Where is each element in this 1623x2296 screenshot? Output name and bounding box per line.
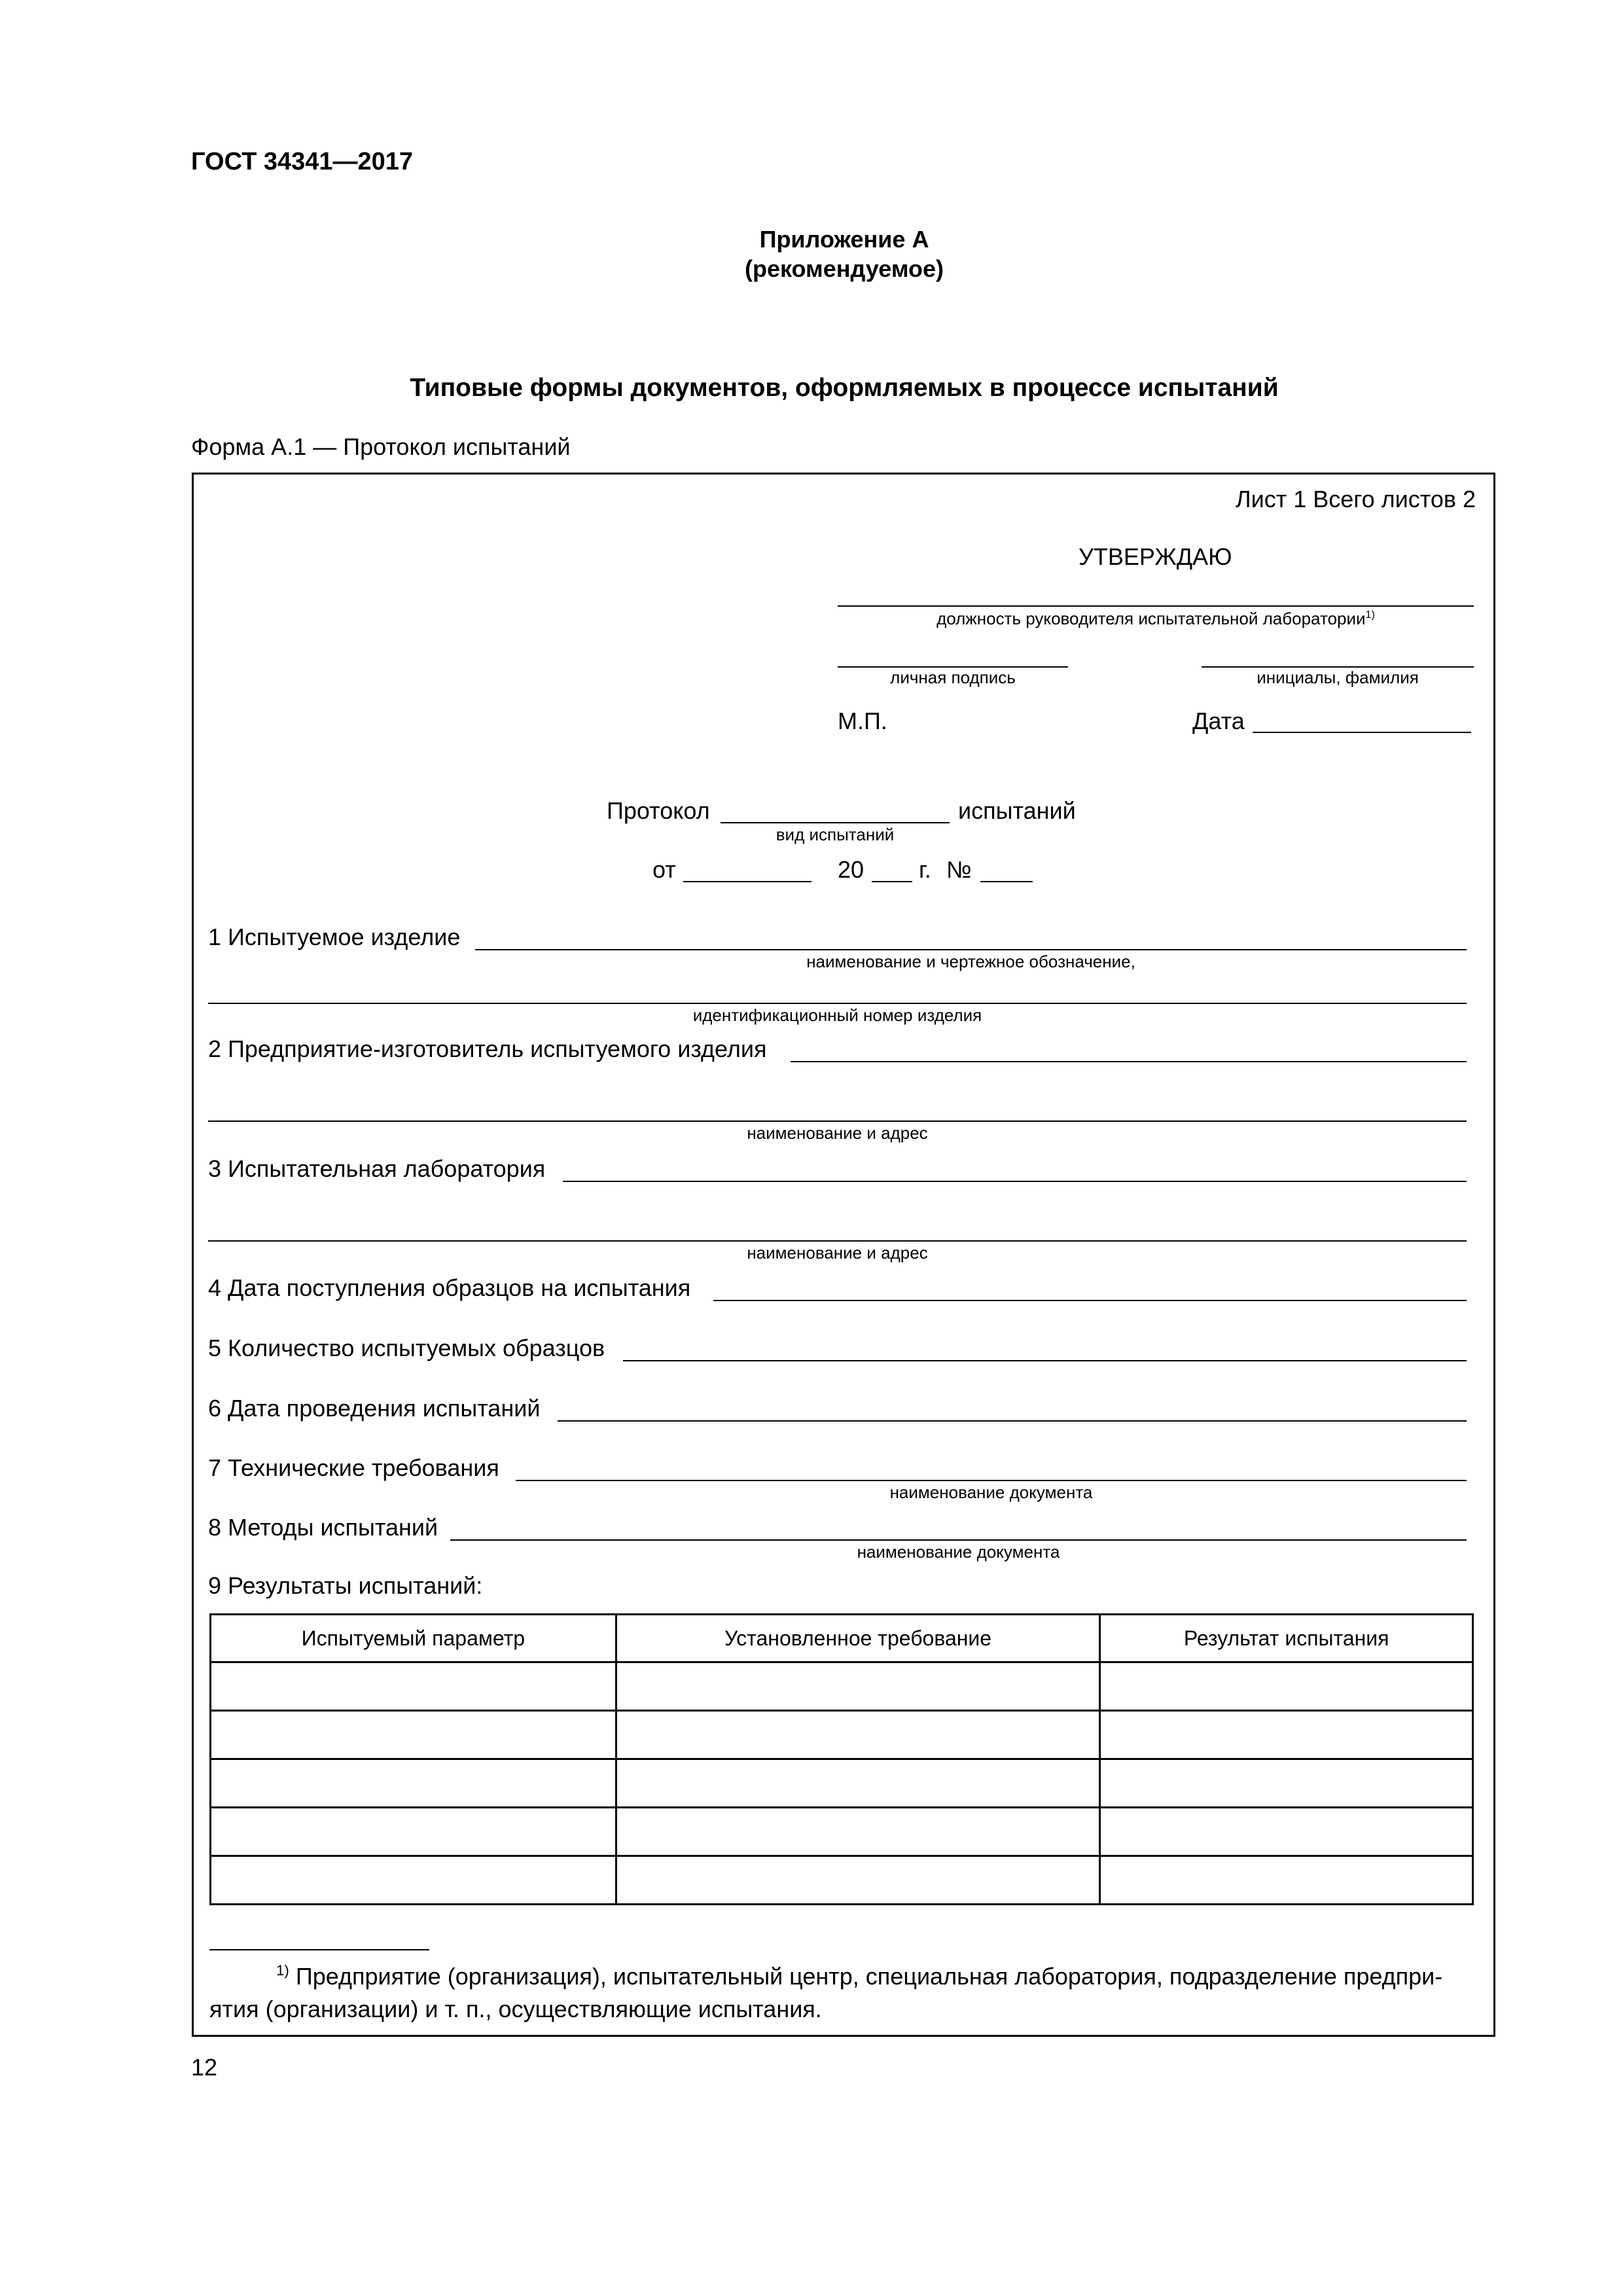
page-number: 12 bbox=[191, 2054, 218, 2081]
item-4-label: 4 Дата поступления образцов на испытания bbox=[208, 1274, 691, 1301]
table-cell[interactable] bbox=[1100, 1711, 1473, 1759]
item-3-label: 3 Испытательная лаборатория bbox=[208, 1155, 546, 1182]
table-cell[interactable] bbox=[616, 1856, 1100, 1905]
item-6-label: 6 Дата проведения испытаний bbox=[208, 1395, 541, 1422]
position-line[interactable] bbox=[838, 605, 1474, 607]
appendix-title: Приложение А bbox=[759, 226, 929, 253]
item-2-line[interactable] bbox=[791, 1061, 1467, 1062]
item-8-line[interactable] bbox=[450, 1539, 1467, 1541]
header-requirement: Установленное требование bbox=[616, 1615, 1100, 1662]
table-row bbox=[211, 1808, 1473, 1856]
table-cell[interactable] bbox=[1100, 1662, 1473, 1711]
item-1-line-2[interactable] bbox=[208, 1003, 1467, 1004]
table-cell[interactable] bbox=[211, 1808, 616, 1856]
test-type-hint: вид испытаний bbox=[776, 825, 895, 844]
table-cell[interactable] bbox=[211, 1662, 616, 1711]
item-8-label: 8 Методы испытаний bbox=[208, 1514, 438, 1541]
results-table-header bbox=[211, 1615, 1473, 1662]
header-parameter: Испытуемый параметр bbox=[211, 1615, 616, 1662]
footnote-line-1: $^{1)}$ Предприятие (организация), испытательный центр, специальная лаборатория, подразделение предпри- bbox=[276, 1962, 1443, 1990]
footnote-mark: 1) bbox=[276, 1962, 289, 1979]
table-cell[interactable] bbox=[211, 1711, 616, 1759]
test-type-line[interactable] bbox=[721, 822, 950, 823]
section-title: Типовые формы документов, оформляемых в процессе испытаний bbox=[410, 374, 1279, 402]
protocol-number-line[interactable] bbox=[980, 881, 1033, 882]
item-4-line[interactable] bbox=[713, 1300, 1467, 1301]
item-3-hint: наименование и адрес bbox=[747, 1243, 928, 1263]
item-8-hint: наименование документа bbox=[857, 1542, 1060, 1562]
results-table bbox=[209, 1613, 1474, 1905]
date-line[interactable] bbox=[1253, 732, 1471, 733]
table-cell[interactable] bbox=[211, 1856, 616, 1905]
protocol-date-line[interactable] bbox=[683, 881, 812, 882]
table-cell[interactable] bbox=[1100, 1856, 1473, 1905]
footnote-line-2: ятия (организации) и т. п., осуществляющие испытания. bbox=[209, 1996, 822, 2022]
initials-hint: инициалы, фамилия bbox=[1257, 668, 1419, 687]
table-cell[interactable] bbox=[1100, 1759, 1473, 1808]
approve-label: УТВЕРЖДАЮ bbox=[1079, 543, 1232, 570]
footnote-separator bbox=[209, 1949, 429, 1950]
item-3-line-2[interactable] bbox=[208, 1240, 1467, 1242]
appendix-subtitle: (рекомендуемое) bbox=[745, 255, 944, 282]
item-2-label: 2 Предприятие-изготовитель испытуемого изделия bbox=[208, 1035, 767, 1062]
standard-header: ГОСТ 34341—2017 bbox=[191, 148, 414, 175]
year-line[interactable] bbox=[872, 881, 912, 882]
table-row bbox=[211, 1662, 1473, 1711]
item-5-line[interactable] bbox=[623, 1360, 1467, 1361]
item-2-hint: наименование и адрес bbox=[747, 1123, 928, 1143]
table-cell[interactable] bbox=[1100, 1808, 1473, 1856]
from-label: от bbox=[652, 856, 676, 883]
form-caption: Форма А.1 — Протокол испытаний bbox=[191, 433, 571, 460]
table-row bbox=[211, 1759, 1473, 1808]
item-2-line-2[interactable] bbox=[208, 1121, 1467, 1122]
item-7-label: 7 Технические требования bbox=[208, 1454, 499, 1481]
item-9-label: 9 Результаты испытаний: bbox=[208, 1572, 483, 1599]
table-row bbox=[211, 1711, 1473, 1759]
header-result: Результат испытания bbox=[1100, 1615, 1473, 1662]
table-cell[interactable] bbox=[616, 1711, 1100, 1759]
year-suffix: г. bbox=[919, 856, 931, 883]
year-label: 20 bbox=[838, 856, 865, 883]
item-1-hint: наименование и чертежное обозначение, bbox=[806, 952, 1135, 971]
item-1-hint-2: идентификационный номер изделия bbox=[692, 1005, 982, 1025]
table-cell[interactable] bbox=[211, 1759, 616, 1808]
date-label: Дата bbox=[1192, 708, 1245, 734]
item-7-line[interactable] bbox=[516, 1480, 1467, 1481]
item-1-label: 1 Испытуемое изделие bbox=[208, 924, 461, 950]
stamp-label: М.П. bbox=[838, 708, 887, 734]
item-7-hint: наименование документа bbox=[889, 1482, 1093, 1502]
table-cell[interactable] bbox=[616, 1808, 1100, 1856]
position-hint: должность руководителя испытательной лаборатории$^{1)}$ bbox=[936, 609, 1375, 628]
table-row bbox=[211, 1856, 1473, 1905]
item-5-label: 5 Количество испытуемых образцов bbox=[208, 1335, 605, 1361]
protocol-label: Протокол bbox=[607, 797, 710, 824]
table-cell[interactable] bbox=[616, 1662, 1100, 1711]
sheet-counter: Лист 1 Всего листов 2 bbox=[1235, 486, 1476, 512]
footnote-ref: 1) bbox=[1365, 609, 1375, 621]
signature-hint: личная подпись bbox=[890, 668, 1016, 687]
table-cell[interactable] bbox=[616, 1759, 1100, 1808]
item-1-line[interactable] bbox=[475, 949, 1467, 950]
number-label: № bbox=[946, 856, 972, 883]
item-6-line[interactable] bbox=[558, 1420, 1467, 1422]
protocol-suffix: испытаний bbox=[958, 797, 1076, 824]
item-3-line[interactable] bbox=[563, 1181, 1467, 1182]
